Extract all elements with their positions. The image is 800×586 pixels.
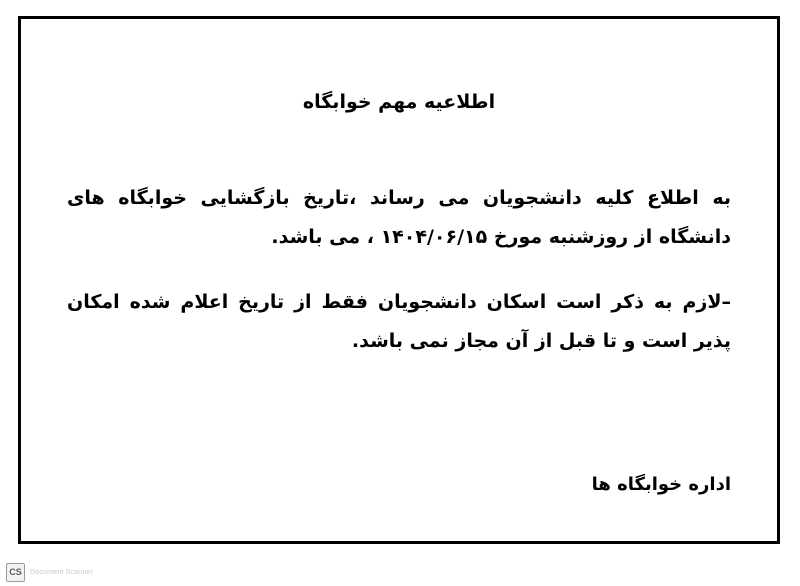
notice-content [21, 19, 777, 541]
notice-body [67, 179, 731, 361]
page-title: اطلاعیه مهم خوابگاه [302, 91, 496, 113]
notice-paragraph-2: –لازم به ذکر است اسکان دانشجویان فقط از تاریخ اعلام شده امکان پذیر است و تا قبل از آن مجاز نمی باشد. [67, 291, 731, 353]
scanner-watermark-label: Document Scanner [30, 569, 94, 576]
camscanner-icon: CS [6, 563, 25, 582]
notice-paragraph-1: به اطلاع کلیه دانشجویان می رساند ،تاریخ بازگشایی خوابگاه های دانشگاه از روزشنبه مورخ ۱۴۰۴/۰۶/۱۵ ، می باشد. [67, 187, 731, 249]
signature-line: اداره خوابگاه ها [591, 474, 731, 495]
scanner-watermark [6, 563, 93, 582]
notice-frame [18, 16, 780, 544]
